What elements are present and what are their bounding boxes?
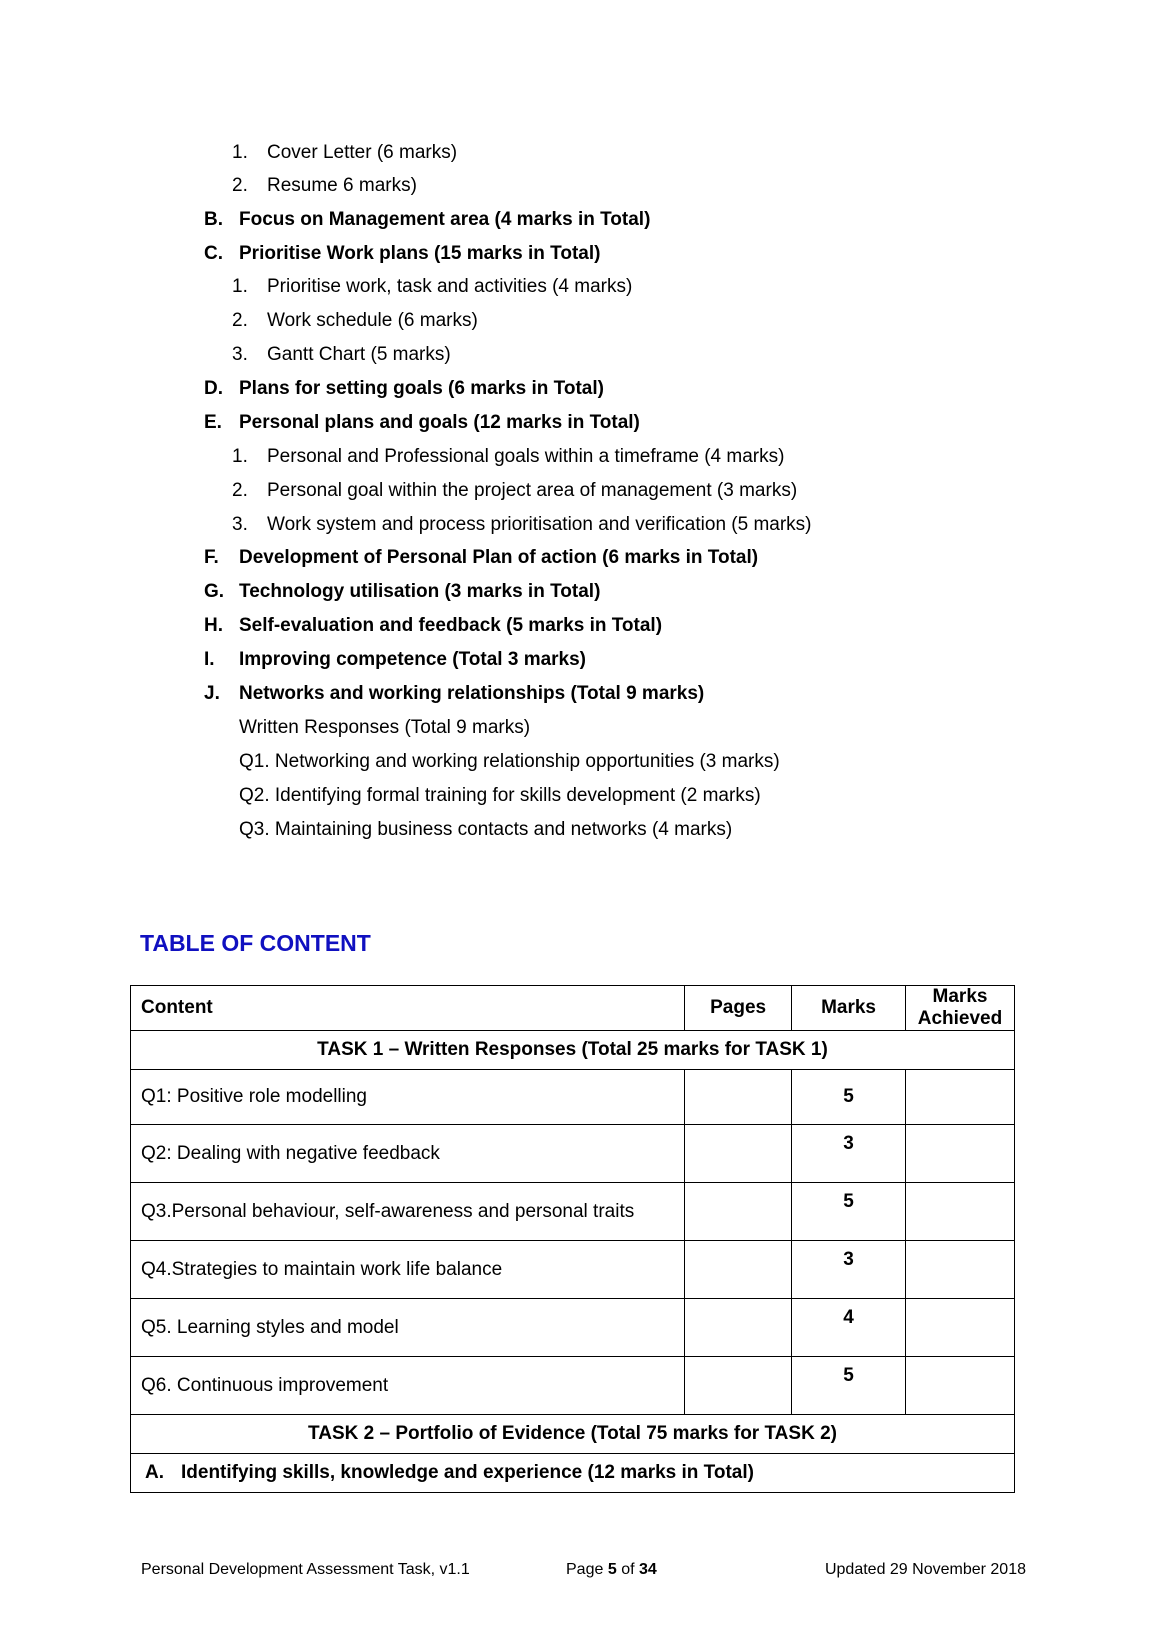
footer-document-title: Personal Development Assessment Task, v1.1 [141,1561,470,1578]
item-number: 3. [232,514,248,535]
header-pages: Pages [685,986,792,1031]
header-marks: Marks [792,986,906,1031]
page-prefix: Page [566,1561,604,1578]
row-content: Q1: Positive role modelling [131,1070,685,1125]
row-pages [685,1241,792,1299]
section-title: Plans for setting goals (6 marks in Total) [239,378,604,399]
task-section-row [131,1454,1015,1493]
section-title: Improving competence (Total 3 marks) [239,649,587,670]
item-number: 1. [232,142,248,163]
toc-table [130,985,1015,1493]
question-item: Q2. Identifying formal training for skills development (2 marks) [239,785,761,806]
row-achieved [906,1357,1015,1415]
row-achieved [906,1299,1015,1357]
section-title: Self-evaluation and feedback (5 marks in Total) [239,615,663,636]
row-content: Q4.Strategies to maintain work life balance [131,1241,685,1299]
row-achieved [906,1125,1015,1183]
section-title: Focus on Management area (4 marks in Total) [239,209,651,230]
row-content: Q5. Learning styles and model [131,1299,685,1357]
section-title: Development of Personal Plan of action (6 marks in Total) [239,547,759,568]
header-marks-achieved [906,986,1015,1031]
header-achieved-line2: Achieved [917,1008,1003,1029]
item-number: 2. [232,480,248,501]
row-pages [685,1357,792,1415]
row-marks: 5 [792,1183,906,1241]
header-content: Content [131,986,685,1031]
row-content: Q6. Continuous improvement [131,1357,685,1415]
item-text: Personal goal within the project area of management (3 marks) [267,480,798,501]
page-total: 34 [638,1561,657,1578]
table-row [131,1125,1015,1183]
section-title: Networks and working relationships (Total 9 marks) [239,683,705,704]
question-item: Q1. Networking and working relationship opportunities (3 marks) [239,751,780,772]
question-item: Q3. Maintaining business contacts and networks (4 marks) [239,819,733,840]
row-pages [685,1070,792,1125]
item-text: Prioritise work, task and activities (4 marks) [267,276,633,297]
row-achieved [906,1070,1015,1125]
footer-page-number [566,1560,657,1580]
section-letter: C. [204,243,223,264]
task-section-row [131,1415,1015,1454]
page-current: 5 [607,1561,617,1578]
item-number: 2. [232,175,248,196]
table-header-row [131,986,1015,1031]
row-achieved [906,1183,1015,1241]
toc-title: TABLE OF CONTENT [140,930,371,956]
item-text: Resume 6 marks) [267,175,417,196]
section-letter: E. [204,412,222,433]
row-content: Q3.Personal behaviour, self-awareness and personal traits [131,1183,685,1241]
task1-heading: TASK 1 – Written Responses (Total 25 marks for TASK 1) [131,1031,1015,1070]
item-text: Work schedule (6 marks) [267,310,478,331]
item-number: 1. [232,276,248,297]
item-number: 3. [232,344,248,365]
item-text: Personal and Professional goals within a timeframe (4 marks) [267,446,785,467]
section-letter: B. [204,209,223,230]
row-marks: 3 [792,1241,906,1299]
written-responses-heading: Written Responses (Total 9 marks) [239,717,531,738]
subsection-letter: A. [145,1462,164,1483]
footer-updated-date: Updated 29 November 2018 [824,1561,1026,1578]
table-row [131,1299,1015,1357]
row-marks: 5 [792,1070,906,1125]
item-text: Gantt Chart (5 marks) [267,344,451,365]
table-row [131,1357,1015,1415]
row-pages [685,1299,792,1357]
section-letter: D. [204,378,223,399]
section-letter: J. [204,683,220,704]
task2-subsection-a [131,1454,1015,1493]
table-row [131,1183,1015,1241]
section-letter: I. [204,649,215,670]
table-row [131,1241,1015,1299]
row-pages [685,1125,792,1183]
item-number: 2. [232,310,248,331]
section-letter: G. [204,581,225,602]
section-letter: F. [204,547,219,568]
item-text: Cover Letter (6 marks) [267,142,458,163]
row-marks: 3 [792,1125,906,1183]
item-number: 1. [232,446,248,467]
section-title: Personal plans and goals (12 marks in Total) [239,412,640,433]
section-title: Prioritise Work plans (15 marks in Total) [239,243,601,264]
task2-heading: TASK 2 – Portfolio of Evidence (Total 75 marks for TASK 2) [131,1415,1015,1454]
section-title: Technology utilisation (3 marks in Total) [239,581,601,602]
page-of: of [621,1561,635,1578]
row-marks: 4 [792,1299,906,1357]
item-text: Work system and process prioritisation and verification (5 marks) [267,514,812,535]
row-pages [685,1183,792,1241]
table-row [131,1070,1015,1125]
section-letter: H. [204,615,223,636]
header-achieved-line1: Marks [932,986,988,1007]
subsection-title: Identifying skills, knowledge and experience (12 marks in Total) [181,1462,754,1483]
row-content: Q2: Dealing with negative feedback [131,1125,685,1183]
task-section-row [131,1031,1015,1070]
row-achieved [906,1241,1015,1299]
row-marks: 5 [792,1357,906,1415]
